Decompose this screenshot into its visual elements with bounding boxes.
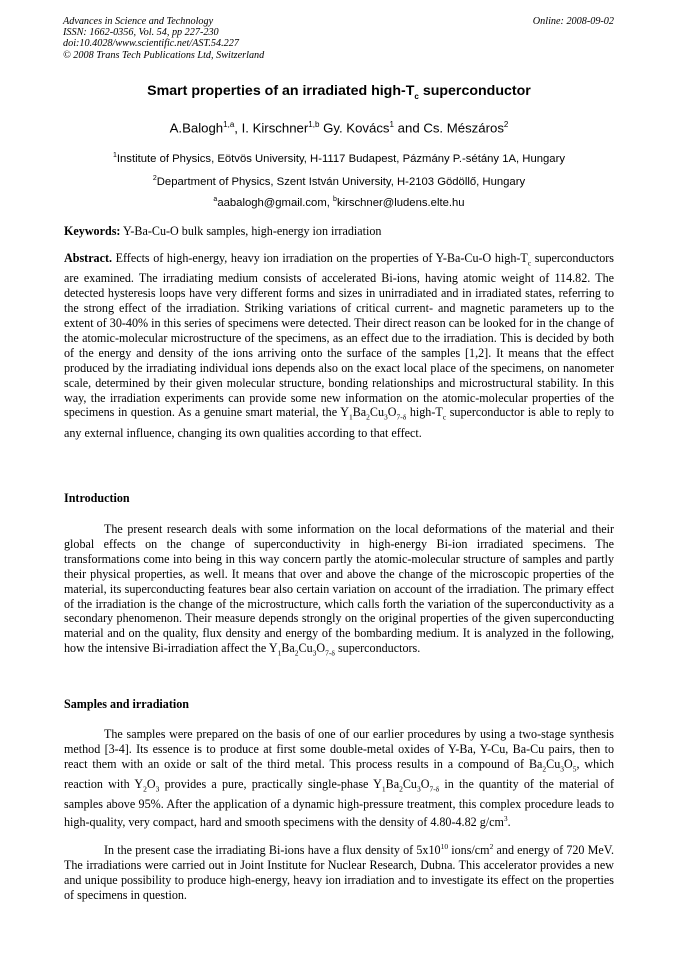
keywords: Keywords: Y-Ba-Cu-O bulk samples, high-energy ion irradiation [64,224,382,238]
affiliation-1: $^1$Institute of Physics, Eötvös University, H-1117 Budapest, Pázmány P.-sétány 1A, Hungary [112,152,566,165]
issn-line: ISSN: 1662-0356, Vol. 54, pp 227-230 [63,27,219,39]
paper-title: Smart properties of an irradiated high-$T_c$ superconductor [147,83,531,101]
journal-header [63,16,264,61]
doi-line: doi:10.4028/www.scientific.net/AST.54.227 [63,38,239,50]
email-line: $^a$aabalogh@gmail.com, $^b$kirschner@ludens.elte.hu [213,196,465,209]
samples-paragraph-1: The samples were prepared on the basis of one of our earlier procedures by using a two-stage synthesis method [3-4]. Its essence is to produce at first some double-metal oxides of Y-Ba, Y-Cu, Ba-Cu pairs, then to react them with an oxide or salt of the third metal. This process results in a compound of $Ba_2Cu_3O_5$, which reaction with $Y_2O_3$ provides a pure, practically single-phase $Y_1Ba_2Cu_3O_{7-\delta}$ in the quantity of the material of samples above 95%. After the application of a dynamic high-pressure treatment, this complex procedure leads to high-quality, very compact, hard and smooth specimens with the density of 4.80-4.82 $g/cm^3$. [64,727,614,830]
author-list: A.Balogh$^{1,a}$, I. Kirschner$^{1,b}$ Gy. Kovács$^1$ and Cs. Mészáros$^2$ [169,120,509,136]
samples-paragraph-2: In the present case the irradiating Bi-ions have a flux density of $5x10^{10}$ ions/$cm^2$ and energy of 720 MeV. The irradiations were carried out in Joint Institute for Nuclear Research, Dubna. This accelerator provides a new and unique possibility to produce high-energy, heavy ion irradiation and to investigate its effect on the properties of specimens in question. [64,842,614,902]
copyright-line: © 2008 Trans Tech Publications Ltd, Switzerland [63,49,265,61]
online-date: Online: 2008-09-02 [532,16,614,27]
abstract: Abstract. Effects of high-energy, heavy ion irradiation on the properties of Y-Ba-Cu-O high-$T_c$ superconductors are examined. The irradiating medium consists of accelerated Bi-ions, having atomic weight of 114.82. The detected hysteresis loops have very different forms and sizes in unirradiated and in irradiated states, referring to the strong effect of the irradiation. Striking variations of critical current- and magnetic parameters up to the extent of 30-40% in this series of specimens were detected. Their direct reason can be looked for in the change of the atomic-molecular microstructure of the specimens, as an effect due to the irradiation. This is decided by both of the energy and density of the ions arriving onto the surface of the samples [1,2]. It means that the effect produced by the irradiating individual ions depends also on the exact local place of the specimens, on nanometer scale, determined by their given molecular structure, bonding relationships and microstructural stability. In this way, the irradiation experiments can provide some new information on the atomic-molecular properties of the specimens in question. As a genuine smart material, the $Y_1Ba_2Cu_3O_{7-\delta}$ high-$T_c$ superconductor is able to reply to any external influence, changing its own qualities according to that effect. [64,251,614,440]
section-heading-introduction: Introduction [64,491,130,505]
introduction-paragraph: The present research deals with some information on the local deformations of the material and their global effects on the change of superconductivity in high-energy Bi-ion irradiated specimens. The transformations come into being in this way concern partly the atomic-molecular structure of samples and partly their physical properties, as well. It means that over and above the change of the microscopic properties of the material, its superconducting features bear also certain variation on account of the irradiation. The primary effect of the irradiation is the change of the microstructure, which calls forth the variation of the superconductivity as a secondary phenomenon. Their measure depends strongly on the original properties of the given superconducting material and on the quality, flux density and energy of the bombarding medium. It is analyzed in the following, how the intensive Bi-irradiation affect the $Y_1Ba_2Cu_3O_{7-\delta}$ superconductors. [64,522,614,658]
journal-name: Advances in Science and Technology [63,16,214,27]
section-heading-samples: Samples and irradiation [64,697,189,711]
affiliation-2: $^2$Department of Physics, Szent István University, H-2103 Gödöllő, Hungary [152,175,526,188]
